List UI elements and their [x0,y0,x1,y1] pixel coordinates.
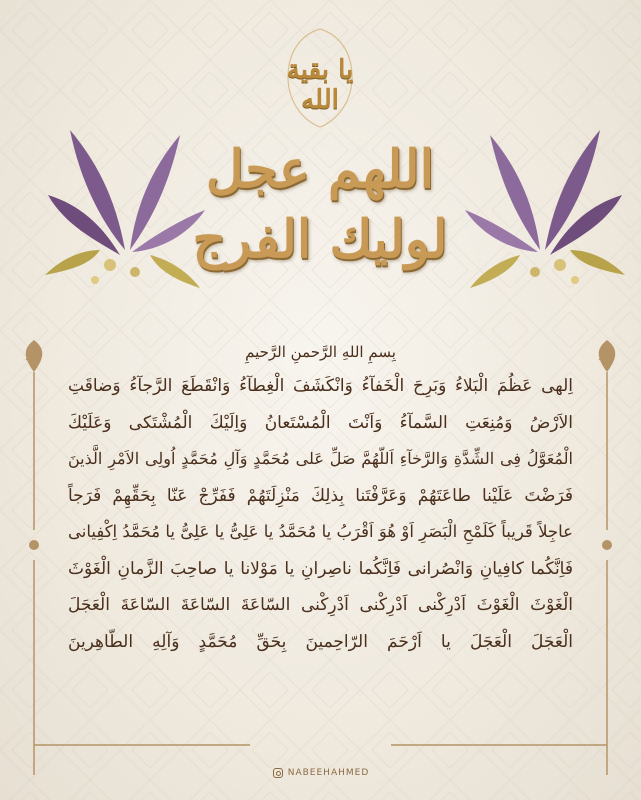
prayer-line: الاَرْضُ وَمُنِعَتِ السَّمآءُ وَاَنْتَ الْمُسْتَعانُ وَاِلَيْكَ الْمُشْتَكى وَعَلَيْكَ [68,412,573,433]
instagram-icon [273,768,283,778]
instagram-handle[interactable] [252,763,390,783]
prayer-line: فَرَضْتَ عَلَيْنا طاعَتَهُمْ وَعَرَّفْتَنا بِذلِكَ مَنْزِلَتَهُمْ فَفَرِّجْ عَنّا بِحَقِّهِمْ فَرَجاً [68,485,573,506]
bismillah: بِسمِ اللهِ الرَّحمنِ الرَّحيمِ [245,343,396,361]
prayer-line: فَاِنَّكُما كافِيانِ وَانْصُرانى فَاِنَّكُما ناصِرانِ يا مَوْلانا يا صاحِبَ الزَّمانِ الْغَوْثَ [68,558,573,579]
handle-text: NABEEHAHMED [287,768,370,778]
prayer-text [68,340,573,660]
headline-calligraphy [150,135,490,295]
prayer-line: الْمُعَوَّلُ فِى الشِّدَّةِ وَالرَّخآءِ اَللّهُمَّ صَلِّ عَلى مُحَمَّدٍ وَآلِ مُحَمَّدٍ اُولِى الاَمْرِ الَّذينَ [68,449,573,468]
headline-line-2: لوليك الفرج [192,209,448,270]
baqiyatallah-emblem [270,25,370,130]
headline-line-1: اللهم عجل [205,139,435,200]
emblem-calligraphy: يا بقية الله [286,55,354,115]
prayer-line: الْعَجَلَ الْعَجَلَ يا اَرْحَمَ الرّاحِمينَ بِحَقِّ مُحَمَّدٍ وَآلِهِ الطّاهِرينَ [68,631,573,652]
prayer-line: الْغَوْثَ الْغَوْثَ اَدْرِكْنى اَدْرِكْنى اَدْرِكْنى السّاعَةَ السّاعَةَ السّاعَةَ الْعَجَلَ [68,595,573,615]
prayer-line: عاجِلاً قَريباً كَلَمْحِ الْبَصَرِ اَوْ هُوَ اَقْرَبُ يا مُحَمَّدُ يا عَلِىُّ يا عَلِىُّ يا مُحَمَّدُ اِكْفِيانى [68,522,573,541]
prayer-line: اِلهى عَظُمَ الْبَلاءُ وَبَرِحَ الْخَفآءُ وَانْكَشَفَ الْغِطآءُ وَانْقَطَعَ الرَّجآءُ وَضاقَتِ [68,376,573,396]
